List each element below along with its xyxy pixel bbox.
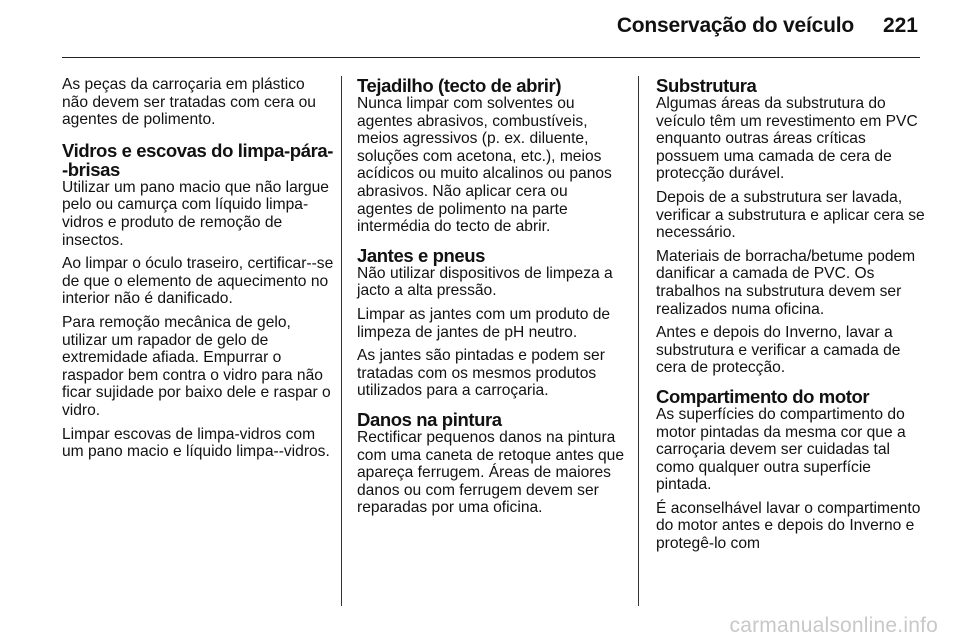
column-divider-2 <box>638 76 639 606</box>
section-heading: Danos na pintura <box>357 408 502 430</box>
paragraph: Limpar escovas de limpa-vidros com um pano macio e líquido limpa--vidros. <box>62 425 330 461</box>
page-number: 221 <box>882 14 918 37</box>
paragraph: Depois de a substrutura ser lavada, verificar a substrutura e aplicar cera se necessário. <box>656 188 925 242</box>
paragraph: Limpar as jantes com um produto de limpeza de jantes de pH neutro. <box>357 305 611 341</box>
paragraph: Nunca limpar com solventes ou agentes abrasivos, combustíveis, meios agressivos (p. ex. diluente, soluções com acetona, etc.), meios acídicos ou muito alcalinos ou panos abrasivos. Não aplicar cera ou agentes de polimento na parte intermédia do tecto de abrir. <box>357 95 612 236</box>
page-header <box>0 0 960 62</box>
section-compartimento <box>656 387 928 553</box>
column-1 <box>62 76 334 467</box>
section-tejadilho <box>357 76 627 236</box>
section-vidros <box>62 141 334 461</box>
paragraph: Ao limpar o óculo traseiro, certificar--se de que o elemento de aquecimento no interior não é danificado. <box>62 255 334 308</box>
section-heading: Compartimento do motor <box>656 385 870 407</box>
paragraph: Rectificar pequenos danos na pintura com uma caneta de retoque antes que apareça ferrugem. Áreas de maiores danos ou com ferrugem devem ser reparadas por uma oficina. <box>357 428 625 517</box>
paragraph: As superfícies do compartimento do motor pintadas da mesma cor que a carroçaria devem ser cuidadas tal como qualquer outra superfície pintada. <box>656 405 906 494</box>
section-heading: Substrutura <box>656 75 757 96</box>
section-heading: Jantes e pneus <box>357 244 486 266</box>
intro-paragraph: As peças da carroçaria em plástico não devem ser tratadas com cera ou agentes de polimento. <box>62 76 316 129</box>
section-danos <box>357 410 627 517</box>
section-substrutura <box>656 76 928 377</box>
section-heading: Tejadilho (tecto de abrir) <box>357 75 562 96</box>
paragraph: Materiais de borracha/betume podem danificar a camada de PVC. Os trabalhos na substrutura devem ser realizados numa oficina. <box>656 247 916 318</box>
column-3 <box>656 76 928 563</box>
paragraph: Algumas áreas da substrutura do veículo têm um revestimento em PVC enquanto outras áreas críticas possuem uma camada de cera de protecção durável. <box>656 95 918 183</box>
column-divider-1 <box>341 76 342 606</box>
section-heading: Vidros e escovas do limpa-pára--brisas <box>62 139 334 180</box>
paragraph: Não utilizar dispositivos de limpeza a jacto a alta pressão. <box>357 264 613 300</box>
paragraph: Utilizar um pano macio que não largue pelo ou camurça com líquido limpa-vidros e produto de remoção de insectos. <box>62 178 329 249</box>
section-jantes <box>357 246 627 400</box>
paragraph: As jantes são pintadas e podem ser tratadas com os mesmos produtos utilizados para a carroçaria. <box>357 347 605 400</box>
page-title: Conservação do veículo <box>616 14 854 37</box>
header-rule <box>62 57 920 58</box>
watermark: carmanualsonline.info <box>729 614 938 637</box>
paragraph: É aconselhável lavar o compartimento do motor antes e depois do Inverno e protegê-lo com <box>656 499 921 553</box>
column-2 <box>357 76 627 527</box>
paragraph: Para remoção mecânica de gelo, utilizar um rapador de gelo de extremidade afiada. Empurrar o raspador bem contra o vidro para não ficar sujidade por baixo dele e raspar o vidro. <box>62 313 331 419</box>
paragraph: Antes e depois do Inverno, lavar a substrutura e verificar a camada de cera de protecção. <box>656 324 901 377</box>
